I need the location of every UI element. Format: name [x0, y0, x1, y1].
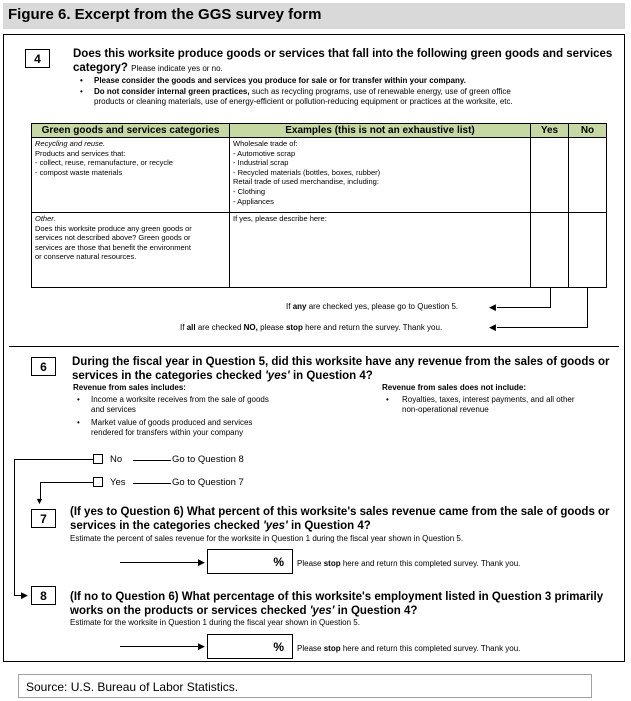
q6-no-goto: Go to Question 8	[172, 454, 244, 465]
bullet-icon: •	[77, 394, 80, 404]
any-yes-instruction: If any are checked yes, please go to Question 5.	[286, 302, 459, 311]
question-6-title: During the fiscal year in Question 5, did this worksite have any revenue from the sales of goods or services in the categories checked 'yes' in Question 4?	[72, 356, 610, 382]
no-routing-line	[14, 459, 15, 596]
question-7-hint: Estimate the percent of sales revenue for the worksite in Question 1 during the fiscal year shown in Question 5.	[70, 534, 464, 543]
recycling-yes-cell[interactable]	[531, 138, 569, 213]
recycling-examples-cell: Wholesale trade of: - Automotive scrap - Industrial scrap - Recycled materials (bottles, boxes, rubber) Retail trade of used merchandise, including: - Clothing - Appliances	[230, 138, 531, 213]
arrow-left-icon: ◀	[489, 302, 496, 312]
q6-no-checkbox[interactable]	[93, 454, 103, 464]
figure-title: Figure 6. Excerpt from the GGS survey form	[8, 6, 322, 23]
other-description-cell[interactable]: If yes, please describe here:	[230, 213, 531, 288]
arrow-left-icon: ◀	[489, 322, 496, 332]
q8-stop-instruction: Please stop here and return this completed survey. Thank you.	[297, 644, 521, 653]
arrow-right-icon: ▶	[198, 641, 205, 651]
arrow-right-icon: ▶	[198, 557, 205, 567]
other-yes-cell[interactable]	[531, 213, 569, 288]
other-category-cell: Other. Does this worksite produce any green goods or services not described above? Green goods or services are those that benefit the environment or conserve natural resources.	[32, 213, 230, 288]
q6-yes-checkbox[interactable]	[93, 477, 103, 487]
no-routing-line	[14, 459, 94, 460]
revenue-excludes-list: Revenue from sales does not include: • Royalties, taxes, interest payments, and all other non-operational revenue	[382, 383, 575, 414]
question-4-title: Does this worksite produce goods or services that fall into the following green goods and services category? Please indicate yes or no.	[73, 48, 613, 74]
table-header-no: No	[569, 124, 607, 138]
yes-routing-line	[40, 482, 94, 483]
green-goods-table	[31, 123, 607, 288]
q7-percent-input[interactable]: %	[207, 549, 293, 574]
no-goto-line	[133, 460, 171, 461]
other-no-cell[interactable]	[569, 213, 607, 288]
arrow-down-icon: ▼	[35, 496, 44, 506]
question-6-number: 6	[31, 357, 56, 376]
bullet-icon: •	[386, 394, 389, 404]
bullet-icon: •	[77, 417, 80, 427]
no-routing-line	[587, 288, 588, 328]
q8-pointer-line	[120, 646, 200, 647]
question-8-title: (If no to Question 6) What percentage of this worksite's employment listed in Question 3 primarily works on the products or services checked 'yes' in Question 4?	[70, 591, 604, 617]
revenue-includes-list: Revenue from sales includes: • Income a worksite receives from the sale of goods and services • Market value of goods produced and services rendered for transfers within your company	[73, 383, 269, 437]
table-header-examples: Examples (this is not an exhaustive list)	[230, 124, 531, 138]
q7-pointer-line	[120, 562, 200, 563]
bullet-icon: •	[80, 86, 83, 96]
no-routing-line	[497, 327, 588, 328]
table-header-categories: Green goods and services categories	[32, 124, 230, 138]
yes-goto-line	[133, 483, 171, 484]
q6-yes-label: Yes	[110, 477, 126, 488]
q6-no-label: No	[110, 454, 123, 465]
table-row-recycling	[32, 138, 607, 213]
bullet-icon: •	[80, 76, 83, 85]
q8-percent-input[interactable]: %	[207, 634, 293, 659]
question-8-number: 8	[31, 586, 56, 605]
table-row-other	[32, 213, 607, 288]
q7-stop-instruction: Please stop here and return this completed survey. Thank you.	[297, 559, 521, 568]
question-8-hint: Estimate for the worksite in Question 1 during the fiscal year shown in Question 5.	[70, 618, 360, 627]
all-no-instruction: If all are checked NO, please stop here and return the survey. Thank you.	[180, 323, 443, 332]
yes-routing-line	[550, 288, 551, 308]
question-7-title: (If yes to Question 6) What percent of this worksite's sales revenue came from the sale of goods or services in the categories checked 'yes' in Question 4?	[70, 506, 610, 532]
arrow-right-icon: ▶	[21, 590, 28, 600]
q6-yes-goto: Go to Question 7	[172, 477, 244, 488]
question-4-instructions: • Please consider the goods and services you produce for sale or for transfer within your company. • Do not consider internal green practices, such as recycling programs, use of renewable energy, use of green office products or cleaning materials, use of energy-efficient or pollution-reducing equipment or practices at the worksite, etc.	[80, 76, 513, 106]
question-7-number: 7	[31, 509, 56, 528]
yes-routing-line	[497, 307, 551, 308]
table-header-row	[32, 124, 607, 138]
recycling-no-cell[interactable]	[569, 138, 607, 213]
recycling-category-cell: Recycling and reuse. Products and services that: - collect, reuse, remanufacture, or recycle - compost waste materials	[32, 138, 230, 213]
table-header-yes: Yes	[531, 124, 569, 138]
section-divider	[9, 346, 619, 347]
question-4-number: 4	[25, 49, 50, 68]
source-note: Source: U.S. Bureau of Labor Statistics.	[26, 680, 239, 694]
